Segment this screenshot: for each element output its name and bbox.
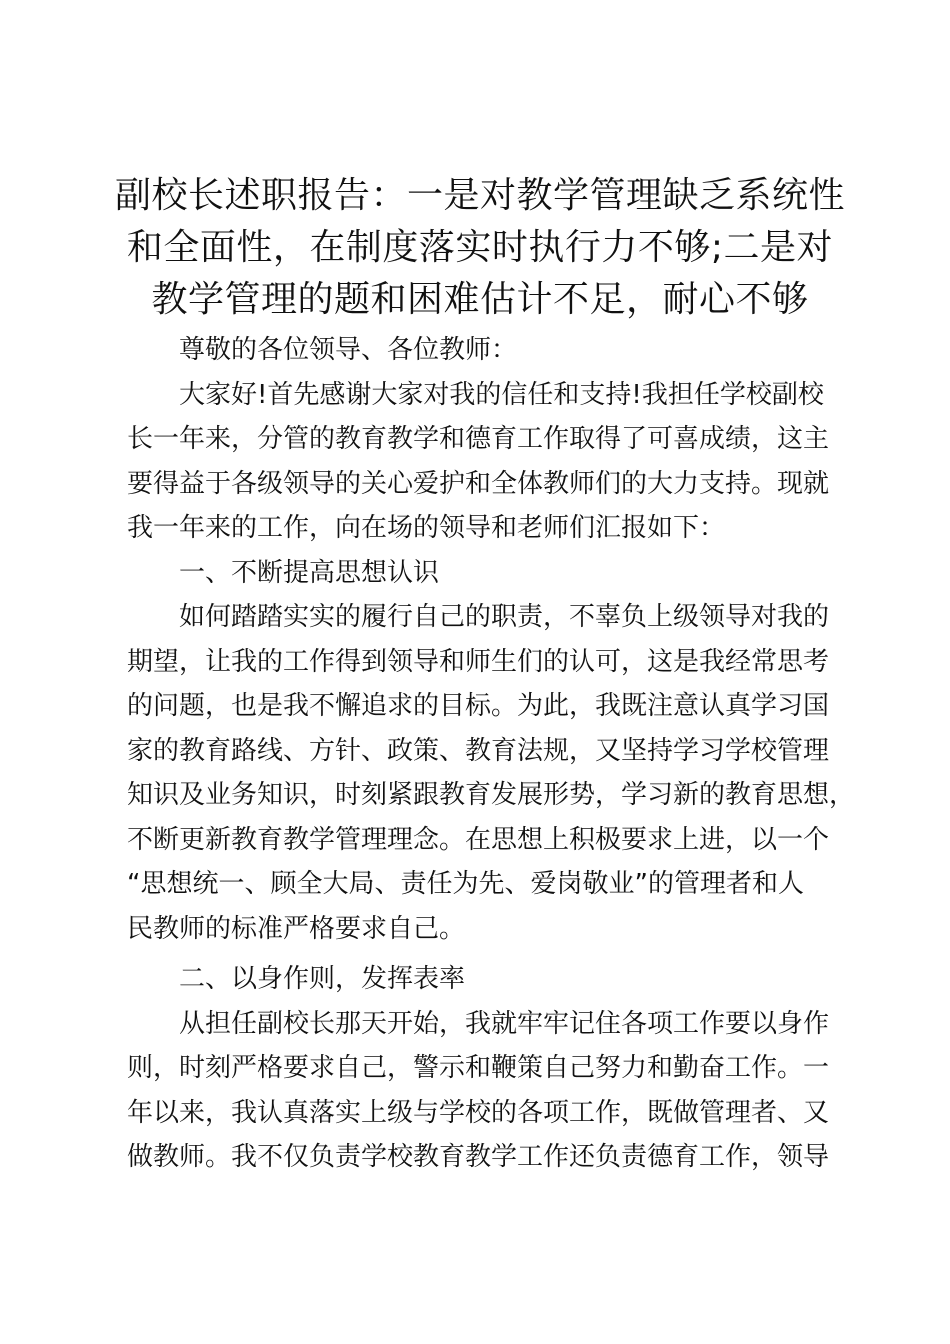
paragraph-line: 不断更新教育教学管理理念。在思想上积极要求上进，以一个 (127, 824, 830, 855)
section-heading-2: 二、以身作则，发挥表率 (179, 964, 466, 994)
salutation: 尊敬的各位领导、各位教师： (179, 335, 518, 365)
paragraph-line: “思想统一、顾全大局、责任为先、爱岗敬业”的管理者和人 (127, 869, 804, 899)
paragraph-line: 的问题，也是我不懈追求的目标。为此，我既注意认真学习国 (127, 691, 830, 721)
paragraph-line: 知识及业务知识，时刻紧跟教育发展形势，学习新的教育思想， (127, 780, 856, 810)
paragraph-line: 年以来，我认真落实上级与学校的各项工作，既做管理者、又 (127, 1097, 830, 1128)
paragraph-line: 大家好!首先感谢大家对我的信任和支持!我担任学校副校 (179, 379, 824, 410)
document-title (110, 170, 850, 326)
paragraph-intro (127, 373, 847, 551)
paragraph-line: 如何踏踏实实的履行自己的职责，不辜负上级领导对我的 (179, 602, 830, 632)
paragraph-line: 则，时刻严格要求自己，警示和鞭策自己努力和勤奋工作。一 (127, 1053, 830, 1083)
paragraph-line: 长一年来，分管的教育教学和德育工作取得了可喜成绩，这主 (127, 424, 830, 454)
paragraph-line: 民教师的标准严格要求自己。 (127, 913, 466, 944)
paragraph-line: 我一年来的工作，向在场的领导和老师们汇报如下： (127, 513, 726, 543)
paragraph-section-2 (127, 1002, 847, 1180)
paragraph-line: 从担任副校长那天开始，我就牢牢记住各项工作要以身作 (179, 1008, 830, 1039)
paragraph-line: 做教师。我不仅负责学校教育教学工作还负责德育工作，领导 (127, 1142, 830, 1172)
paragraph-line: 要得益于各级领导的关心爱护和全体教师们的大力支持。现就 (127, 468, 830, 499)
title-line: 教学管理的题和困难估计不足，耐心不够 (151, 279, 809, 320)
section-heading-1: 一、不断提高思想认识 (179, 557, 440, 588)
paragraph-line: 期望，让我的工作得到领导和师生们的认可，这是我经常思考 (127, 646, 830, 677)
paragraph-section-1 (127, 595, 856, 951)
paragraph-line: 家的教育路线、方针、政策、教育法规，又坚持学习学校管理 (127, 735, 830, 766)
title-line: 和全面性，在制度落实时执行力不够;二是对 (126, 227, 834, 268)
document-body (127, 328, 856, 1180)
title-line: 副校长述职报告：一是对教学管理缺乏系统性 (114, 175, 845, 216)
